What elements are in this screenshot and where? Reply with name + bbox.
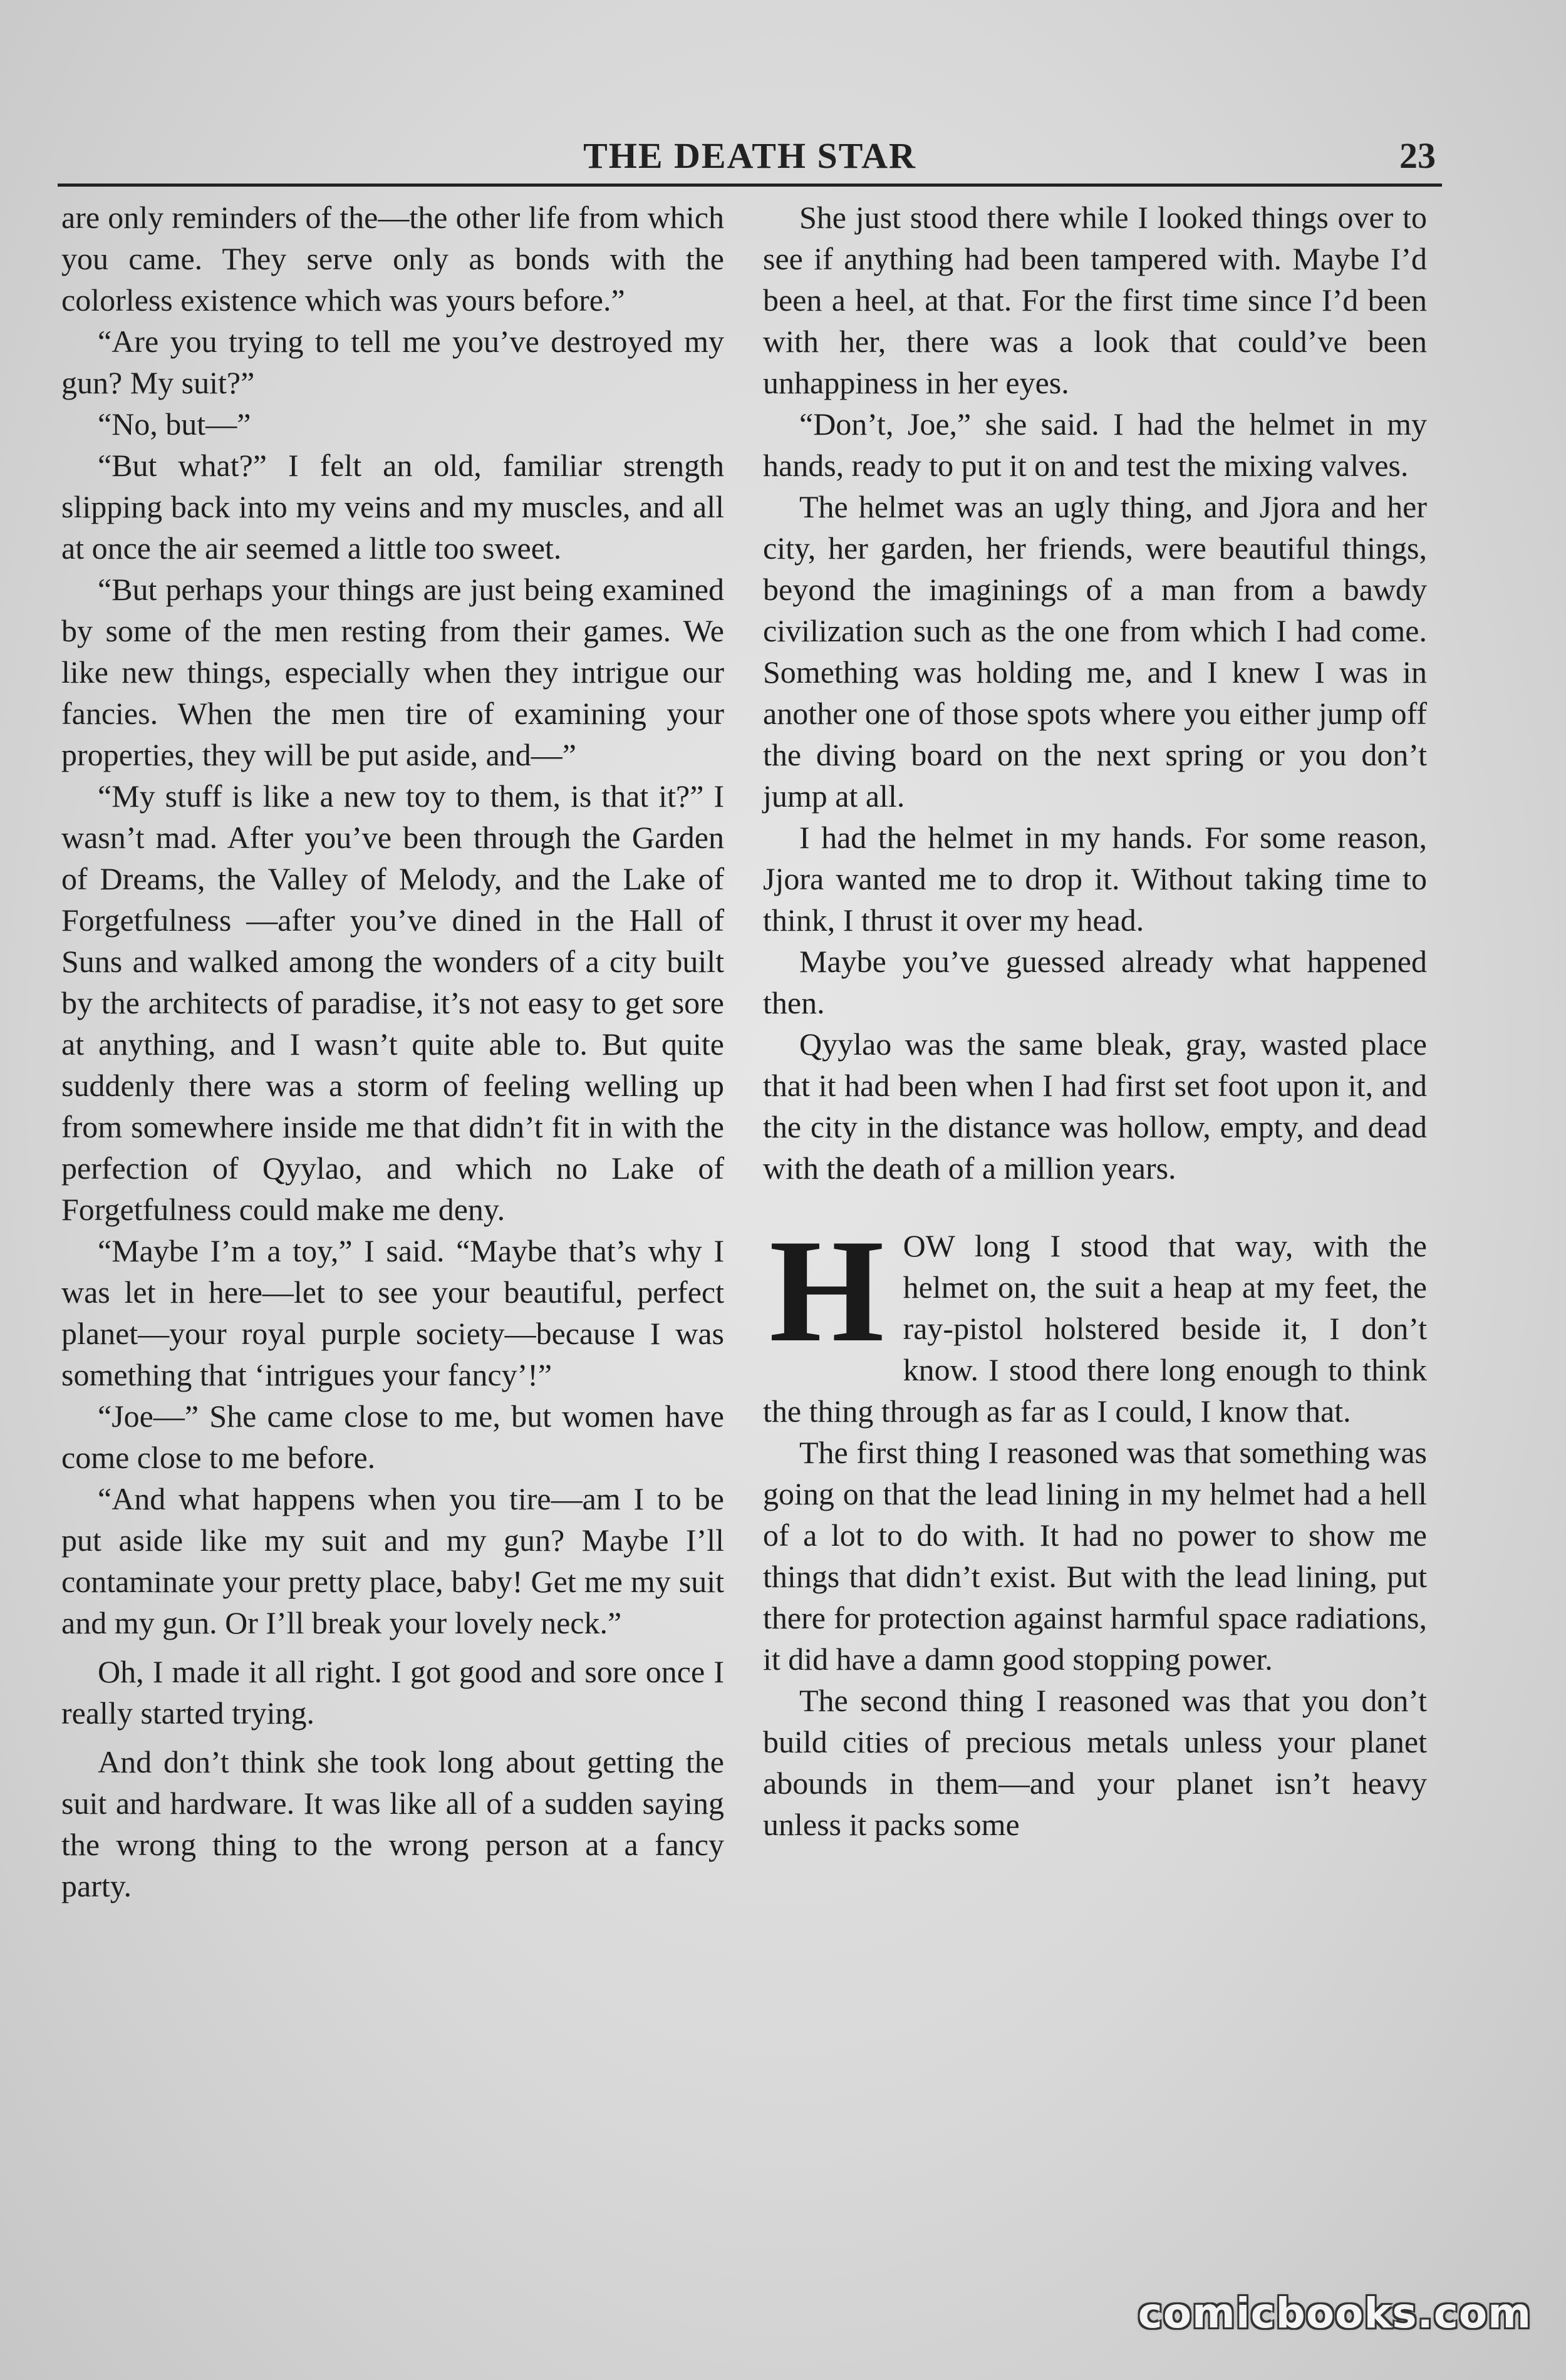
paragraph: Qyylao was the same bleak, gray, wasted place that it had been when I had first set foot upon it, and the city in the distance was hollow, empty, and dead with the death of a million years. bbox=[763, 1027, 1427, 1186]
paragraph: “Don’t, Joe,” she said. I had the helmet in my hands, ready to put it on and test the mixing valves. bbox=[763, 406, 1427, 483]
section-opening-text: OW long I stood that way, with the helmet on, the suit a heap at my feet, the ray-pistol holstered beside it, I don’t know. I stood there long enough to think the thing through as far as I could, I know that. bbox=[763, 1228, 1427, 1429]
left-column bbox=[61, 197, 724, 1907]
paragraph: The first thing I reasoned was that something was going on that the lead lining in my helmet had a hell of a lot to do with. It had no power to show me things that didn’t exist. But with the lead lining, put there for protection against harmful space radiations, it did have a damn good stopping power. bbox=[763, 1435, 1427, 1677]
paragraph: Oh, I made it all right. I got good and sore once I really started trying. bbox=[61, 1654, 724, 1731]
right-column bbox=[763, 197, 1427, 1845]
running-title: THE DEATH STAR bbox=[583, 135, 916, 176]
paragraph: The helmet was an ugly thing, and Jjora and her city, her garden, her friends, were beautiful things, beyond the imaginings of a man from a bawdy civilization such as the one from which I had come. Something was holding me, and I knew I was in another one of those spots where you either jump off the diving board on the next spring or you don’t jump at all. bbox=[763, 489, 1427, 814]
paragraph: She just stood there while I looked things over to see if anything had been tampered with. Maybe I’d been a heel, at that. For the first time since I’d been with her, there was a look that could’ve been unhappiness in her eyes. bbox=[763, 200, 1427, 400]
paragraph: “Are you trying to tell me you’ve destroyed my gun? My suit?” bbox=[61, 324, 724, 400]
site-watermark: comicbooks.com bbox=[1138, 2289, 1532, 2337]
page-number: 23 bbox=[1399, 135, 1436, 176]
paragraph: The second thing I reasoned was that you don’t build cities of precious metals unless your planet abounds in them—and your planet isn’t heavy unless it packs some bbox=[763, 1683, 1427, 1842]
drop-cap: H bbox=[769, 1209, 884, 1373]
paragraph: “Maybe I’m a toy,” I said. “Maybe that’s why I was let in here—let to see your beautiful, perfect planet—your royal purple society—because I was something that ‘intrigues your fancy’!” bbox=[61, 1233, 724, 1392]
paragraph: “No, but—” bbox=[98, 406, 251, 442]
paragraph: And don’t think she took long about getting the suit and hardware. It was like all of a sudden saying the wrong thing to the wrong person at a fancy party. bbox=[61, 1744, 724, 1903]
paragraph: “My stuff is like a new toy to them, is that it?” I wasn’t mad. After you’ve been through the Garden of Dreams, the Valley of Melody, and the Lake of Forgetfulness —after you’ve dined in the Hall of Suns and walked among the wonders of a city built by the architects of paradise, it’s not easy to get sore at anything, and I wasn’t quite able to. But quite suddenly there was a storm of feeling welling up from somewhere inside me that didn’t fit in with the perfection of Qyylao, and which no Lake of Forgetfulness could make me deny. bbox=[61, 779, 724, 1227]
paragraph: “Joe—” She came close to me, but women have come close to me before. bbox=[61, 1399, 724, 1475]
section-opening-paragraph bbox=[763, 1209, 1427, 1432]
paragraph: “But what?” I felt an old, familiar strength slipping back into my veins and my muscles, and all at once the air seemed a little too sweet. bbox=[61, 448, 724, 566]
paragraph: are only reminders of the—the other life from which you came. They serve only as bonds with the colorless existence which was yours before.” bbox=[61, 200, 724, 318]
paragraph: I had the helmet in my hands. For some reason, Jjora wanted me to drop it. Without taking time to think, I thrust it over my head. bbox=[763, 820, 1427, 938]
paragraph: “But perhaps your things are just being examined by some of the men resting from their games. We like new things, especially when they intrigue our fancies. When the men tire of examining your properties, they will be put aside, and—” bbox=[61, 572, 724, 772]
running-header bbox=[58, 127, 1442, 187]
paragraph: Maybe you’ve guessed already what happened then. bbox=[763, 944, 1427, 1020]
paragraph: “And what happens when you tire—am I to be put aside like my suit and my gun? Maybe I’ll contaminate your pretty place, baby! Get me my suit and my gun. Or I’ll break your lovely neck.” bbox=[61, 1481, 724, 1640]
